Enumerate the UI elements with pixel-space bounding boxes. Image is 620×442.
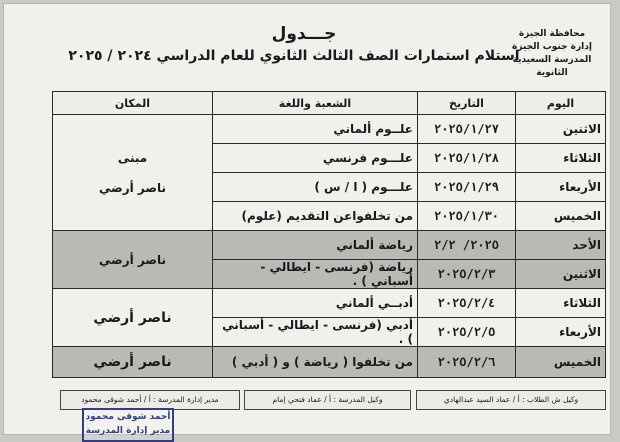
place-floor: ناصر أرضي [98,180,166,195]
subject-cell: رياضة ألماني [213,231,418,260]
document-page [4,4,610,434]
date-cell: ٢٠٢٥/١/٢٩ [418,173,516,202]
table-row [53,347,606,378]
date-cell: ٢٠٢٥/٢/٣ [418,260,516,289]
day-cell: الاثنين [516,115,606,144]
document-title: جـــدول [271,24,337,44]
header-place: المكان [53,92,213,115]
school-deputy-signature: وكيل المدرسة : أ / عماد فتحي إمام [244,390,411,410]
official-stamp [82,408,174,442]
place-building: مبنى [117,150,148,165]
date-cell: ٢٠٢٥/١/٣٠ [418,202,516,231]
school-label: المدرسة السعيدية الثانوية [512,55,592,78]
header-subject: الشعبة واللغة [213,92,418,115]
table-row [53,231,606,260]
subject-cell: رياضة (فرنسى - ايطالي - أسباني ) . [213,260,418,289]
day-cell: الأحد [516,231,606,260]
day-cell: الأربعاء [516,173,606,202]
table-header-row [53,92,606,115]
day-cell: الخميس [516,347,606,378]
stamp-title: مدير إدارة المدرسة [85,426,171,436]
schedule-table [52,91,606,378]
subject-cell: علـــوم فرنسي [213,144,418,173]
subject-cell: من تخلفوا ( رياضة ) و ( أدبي ) [213,347,418,378]
date-cell: ٢٠٢٥/١/٢٧ [418,115,516,144]
subject-cell: أدبــي ألماني [213,289,418,318]
date-cell: ٢٠٢٥/٢/٥ [418,318,516,347]
school-header [512,28,592,80]
administration-label: إدارة جنوب الجيزة [512,42,592,52]
header-date: التاريخ [418,92,516,115]
subject-cell: علــوم ألماني [213,115,418,144]
subject-cell: أدبي (فرنسى - ايطالي - أسباني ) . [213,318,418,347]
place-cell: ناصر أرضي [53,347,213,378]
day-cell: الثلاثاء [516,289,606,318]
date-cell: ٢٠٢٥/٢/٤ [418,289,516,318]
place-cell: ناصر أرضي [53,289,213,347]
place-cell [53,115,213,231]
date-cell: ٢٠٢٥/١/٢٨ [418,144,516,173]
place-cell: ناصر أرضي [53,231,213,289]
school-manager-signature: مدير إدارة المدرسة : أ / أحمد شوقى محمود [60,390,240,410]
date-cell: ٢٠٢٥/٢/٦ [418,347,516,378]
subject-cell: علـــوم ( ا / س ) [213,173,418,202]
table-row [53,289,606,318]
day-cell: الثلاثاء [516,144,606,173]
table-row [53,115,606,144]
stamp-name: أحمد شوقى محمود [85,412,171,422]
date-cell: ٢٠٢٥/ ٢/٢ [418,231,516,260]
day-cell: الخميس [516,202,606,231]
header-day: اليوم [516,92,606,115]
document-subtitle: استلام استمارات الصف الثالث الثانوي للعام الدراسي ٢٠٢٤ / ٢٠٢٥ [68,48,520,64]
governorate-label: محافظة الجيزة [518,29,586,39]
day-cell: الأربعاء [516,318,606,347]
day-cell: الاثنين [516,260,606,289]
students-deputy-signature: وكيل ش الطلاب : أ / عماد السيد عبدالهادي [416,390,606,410]
subject-cell: من تخلفواعن التقديم (علوم) [213,202,418,231]
